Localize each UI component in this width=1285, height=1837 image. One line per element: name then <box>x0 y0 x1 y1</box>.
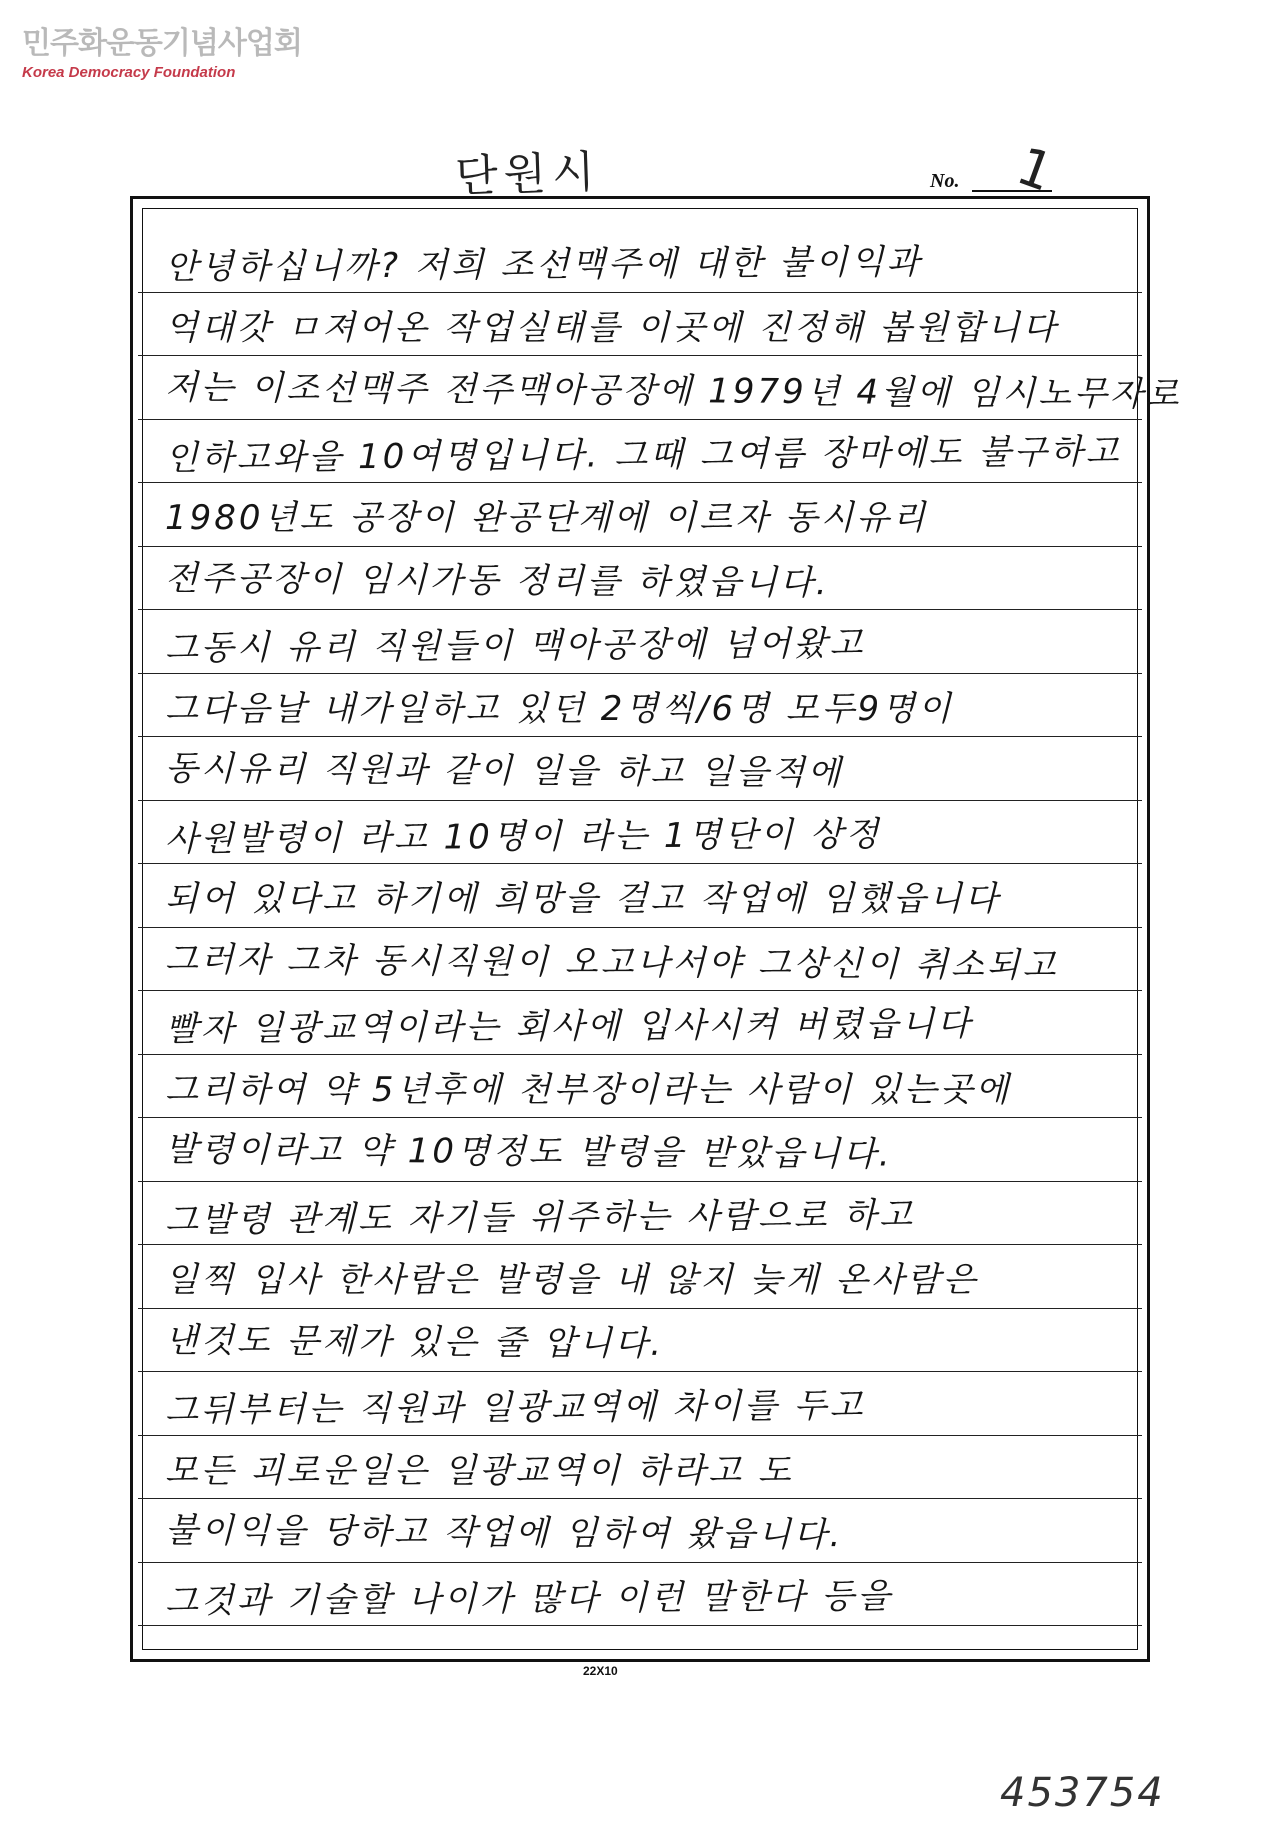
handwritten-line: 불이익을 당하고 작업에 임하여 왔읍니다. <box>164 1510 844 1556</box>
ruled-line <box>138 1054 1142 1055</box>
handwritten-line: 사원발령이 라고 10명이 라는 1명단이 상정 <box>164 813 882 859</box>
ruled-line <box>138 1181 1142 1182</box>
ruled-line <box>138 990 1142 991</box>
handwritten-line: 그리하여 약 5년후에 천부장이라는 사람이 있는곳에 <box>165 1069 1012 1110</box>
handwritten-line: 낸것도 문제가 있은 줄 압니다. <box>164 1320 665 1364</box>
handwritten-line: 전주공장이 임시가동 정리를 하였읍니다. <box>164 558 830 603</box>
ruled-line <box>138 1308 1142 1309</box>
handwritten-line: 안녕하십니까? 저희 조선맥주에 대한 불이익과 <box>164 242 923 288</box>
ruled-line <box>138 1625 1142 1626</box>
handwritten-line: 동시유리 직원과 같이 일을 하고 일을적에 <box>164 748 844 794</box>
archive-document-number: 453754 <box>1000 1770 1165 1816</box>
handwritten-line: 인하고와을 10여명입니다. 그때 그여름 장마에도 불구하고 <box>164 431 1122 478</box>
handwritten-line: 그러자 그차 동시직원이 오고나서야 그상신이 취소되고 <box>164 939 1059 986</box>
ruled-line <box>138 736 1142 737</box>
handwritten-line: 저는 이조선맥주 전주맥아공장에 1979년 4월에 임시노무자로 <box>164 367 1182 415</box>
foundation-logo-korean: 민주화운동기념사업회 <box>22 26 302 61</box>
ruled-line <box>138 673 1142 674</box>
ruled-line <box>138 1498 1142 1499</box>
handwritten-line: 1980년도 공장이 완공단계에 이르자 동시유리 <box>165 498 929 538</box>
handwritten-line: 그발령 관계도 자기들 위주하는 사람으로 하고 <box>164 1194 916 1240</box>
ruled-line <box>138 800 1142 801</box>
handwritten-line: 빨자 일광교역이라는 회사에 입사시켜 버렸읍니다 <box>164 1003 974 1050</box>
handwritten-line: 그동시 유리 직원들이 맥아공장에 넘어왔고 <box>164 623 866 669</box>
document-title: 단원시 <box>454 146 602 203</box>
ruled-line <box>138 609 1142 610</box>
paper-size-code: 22X10 <box>583 1664 618 1678</box>
page-number-value: 1 <box>1009 136 1061 204</box>
ruled-line <box>138 1562 1142 1563</box>
ruled-sheet-frame <box>130 196 1150 1662</box>
ruled-line <box>138 1435 1142 1436</box>
handwritten-line: 그다음날 내가일하고 있던 2명씩/6명 모두9명이 <box>165 688 954 729</box>
ruled-line <box>138 292 1142 293</box>
handwritten-line: 그것과 기술할 나이가 많다 이런 말한다 등을 <box>164 1575 894 1621</box>
handwritten-line: 모든 괴로운일은 일광교역이 하라고 도 <box>165 1450 794 1491</box>
foundation-logo-english: Korea Democracy Foundation <box>22 64 236 81</box>
handwritten-line: 되어 있다고 하기에 희망을 걸고 작업에 임했읍니다 <box>165 879 1001 919</box>
handwritten-line: 일찍 입사 한사람은 발령을 내 않지 늦게 온사람은 <box>165 1260 979 1300</box>
page-number-label: No. <box>930 170 960 192</box>
ruled-line <box>138 1244 1142 1245</box>
handwritten-line: 그뒤부터는 직원과 일광교역에 차이를 두고 <box>164 1385 866 1431</box>
handwritten-line: 억대갓 ㅁ져어온 작업실태를 이곳에 진정해 봅원합니다 <box>165 307 1059 348</box>
ruled-line <box>138 1371 1142 1372</box>
ruled-line <box>138 927 1142 928</box>
ruled-line <box>138 419 1142 420</box>
ruled-line <box>138 546 1142 547</box>
ruled-line <box>138 355 1142 356</box>
ruled-line <box>138 482 1142 483</box>
handwritten-line: 발령이라고 약 10명정도 발령을 받았읍니다. <box>164 1129 893 1175</box>
ruled-line <box>138 863 1142 864</box>
ruled-line <box>138 1117 1142 1118</box>
